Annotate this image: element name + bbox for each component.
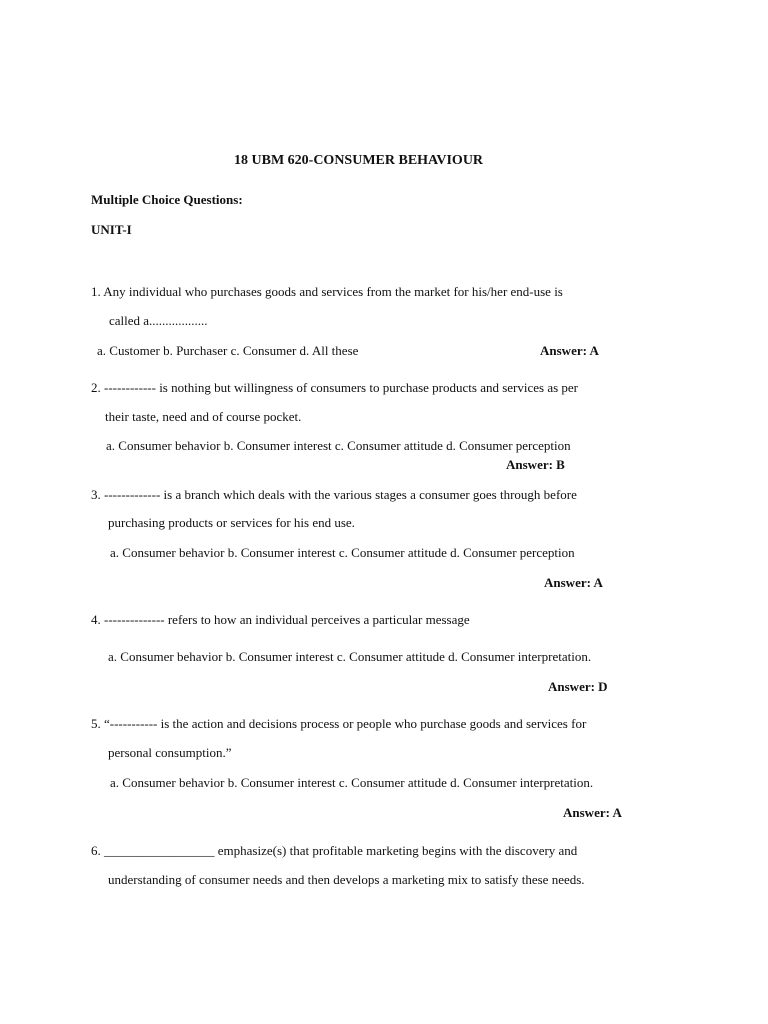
- question-text-cont: purchasing products or services for his end use.: [108, 515, 355, 530]
- answer-key: Answer: B: [506, 457, 565, 472]
- question-text-cont: called a..................: [109, 313, 208, 328]
- answer-key: Answer: A: [544, 575, 603, 590]
- answer-options: a. Consumer behavior b. Consumer interest c. Consumer attitude d. Consumer interpretation.: [108, 649, 592, 664]
- answer-key: Answer: A: [563, 805, 622, 820]
- section-heading: Multiple Choice Questions:: [91, 192, 243, 207]
- answer-key: Answer: D: [548, 679, 608, 694]
- question-text: 3. ------------- is a branch which deals with the various stages a consumer goes through before: [91, 487, 577, 502]
- question-text: 5. “----------- is the action and decisions process or people who purchase goods and services for: [91, 716, 587, 731]
- question-text: 1. Any individual who purchases goods and services from the market for his/her end-use is: [91, 284, 563, 299]
- question-text-cont: personal consumption.”: [108, 745, 232, 760]
- course-title: 18 UBM 620-CONSUMER BEHAVIOUR: [234, 153, 484, 168]
- answer-options: a. Consumer behavior b. Consumer interest c. Consumer attitude d. Consumer perception: [110, 545, 575, 560]
- question-text: 2. ------------ is nothing but willingness of consumers to purchase products and services as per: [91, 380, 579, 395]
- question-text: 6. _________________ emphasize(s) that profitable marketing begins with the discovery and: [91, 843, 578, 858]
- answer-options: a. Customer b. Purchaser c. Consumer d. All these: [97, 343, 359, 358]
- unit-heading: UNIT-I: [91, 222, 132, 237]
- question-text-cont: understanding of consumer needs and then develops a marketing mix to satisfy these needs.: [108, 872, 585, 887]
- answer-key: Answer: A: [540, 343, 599, 358]
- answer-options: a. Consumer behavior b. Consumer interest c. Consumer attitude d. Consumer perception: [106, 438, 571, 453]
- question-text: 4. -------------- refers to how an individual perceives a particular message: [91, 612, 470, 627]
- question-text-cont: their taste, need and of course pocket.: [105, 409, 302, 424]
- answer-options: a. Consumer behavior b. Consumer interest c. Consumer attitude d. Consumer interpretation.: [110, 775, 594, 790]
